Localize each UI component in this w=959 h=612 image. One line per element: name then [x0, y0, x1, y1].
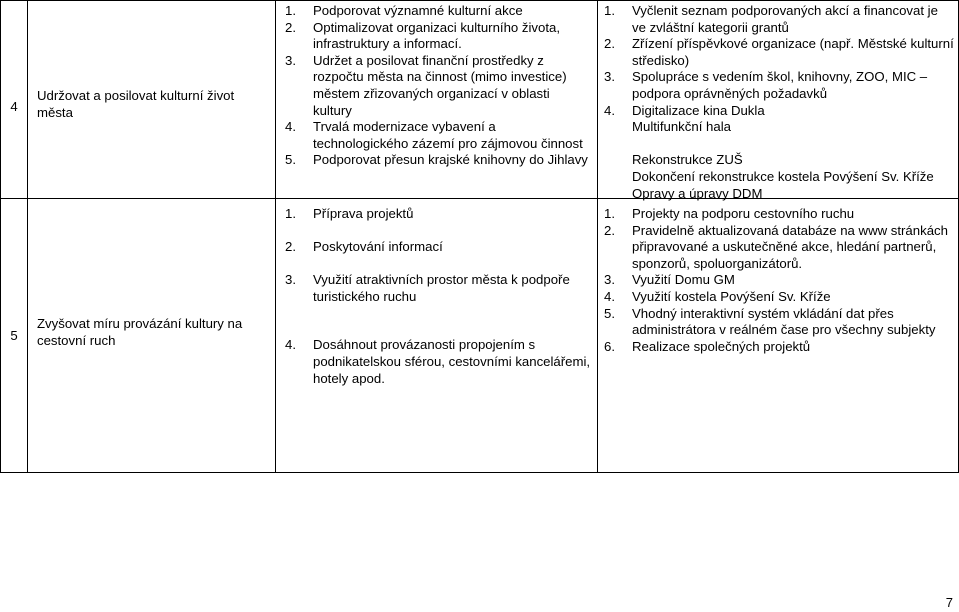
col-border-left	[0, 0, 1, 473]
extra-item: Rekonstrukce ZUŠ	[632, 152, 743, 168]
list-item: 4. Dosáhnout provázanosti propojením s podnikatelskou sférou, cestovními kancelářemi, hotely apod.	[285, 337, 591, 386]
list-item: 6. Realizace společných projektů	[604, 338, 811, 354]
list-item: 3. Využití atraktivních prostor města k podpoře turistického ruchu	[285, 272, 570, 304]
col-border-1	[27, 0, 28, 473]
measures-list	[285, 206, 591, 387]
list-item: 2. Pravidelně aktualizovaná databáze na www stránkách připravované a uskutečněné akce, hledání partnerů, sponzorů, spoluorganizátorů.	[604, 222, 948, 271]
col-border-2	[275, 0, 276, 473]
list-item: 5. Vhodný interaktivní systém vkládání dat přes administrátora v reálném čase pro všechny subjekty	[604, 305, 936, 338]
spacer	[632, 136, 954, 153]
list-item: 4. Digitalizace kina Dukla	[604, 102, 765, 118]
page-number: 7	[945, 595, 953, 611]
goal-text: Udržovat a posilovat kulturní život města	[37, 88, 235, 120]
list-item: 1. Příprava projektů	[285, 206, 414, 221]
list-item: 1. Projekty na podporu cestovního ruchu	[604, 206, 855, 221]
measures-list	[285, 3, 591, 169]
list-item: 3. Udržet a posilovat finanční prostředky z rozpočtu města na činnost (mimo investice) městem zřizovaných organizací v oblasti kultury	[285, 52, 567, 118]
activities-list	[604, 3, 954, 202]
extra-item: Dokončení rekonstrukce kostela Povýšení Sv. Kříže	[632, 168, 934, 184]
list-item: 2. Zřízení příspěvkové organizace (např. Městské kulturní středisko)	[604, 36, 954, 68]
col-border-3	[597, 0, 598, 473]
extra-item: Opravy a úpravy DDM	[632, 185, 763, 201]
extra-item: Multifunkční hala	[632, 119, 731, 135]
list-item: 2. Poskytování informací	[285, 238, 443, 254]
row-number: 4	[10, 99, 18, 114]
activities-list	[604, 206, 954, 355]
row-number: 5	[10, 328, 18, 343]
list-item: 3. Spolupráce s vedením škol, knihovny, ZOO, MIC – podpora oprávněných požadavků	[604, 69, 928, 101]
list-item: 1. Podporovat významné kulturní akce	[285, 3, 523, 18]
table-bottom-border	[0, 472, 959, 473]
list-item: 4. Trvalá modernizace vybavení a technologického zázemí pro zájmovou činnost	[285, 119, 583, 151]
goal-text: Zvyšovat míru provázání kultury na cestovní ruch	[37, 316, 243, 348]
list-item: 5. Podporovat přesun krajské knihovny do Jihlavy	[285, 152, 588, 168]
list-item: 4. Využití kostela Povýšení Sv. Kříže	[604, 288, 831, 304]
list-item: 3. Využití Domu GM	[604, 272, 735, 288]
list-item: 2. Optimalizovat organizaci kulturního života, infrastruktury a informací.	[285, 19, 561, 52]
table-top-border	[0, 0, 959, 1]
list-item: 1. Vyčlenit seznam podporovaných akcí a financovat je ve zvláštní kategorii grantů	[604, 3, 938, 35]
